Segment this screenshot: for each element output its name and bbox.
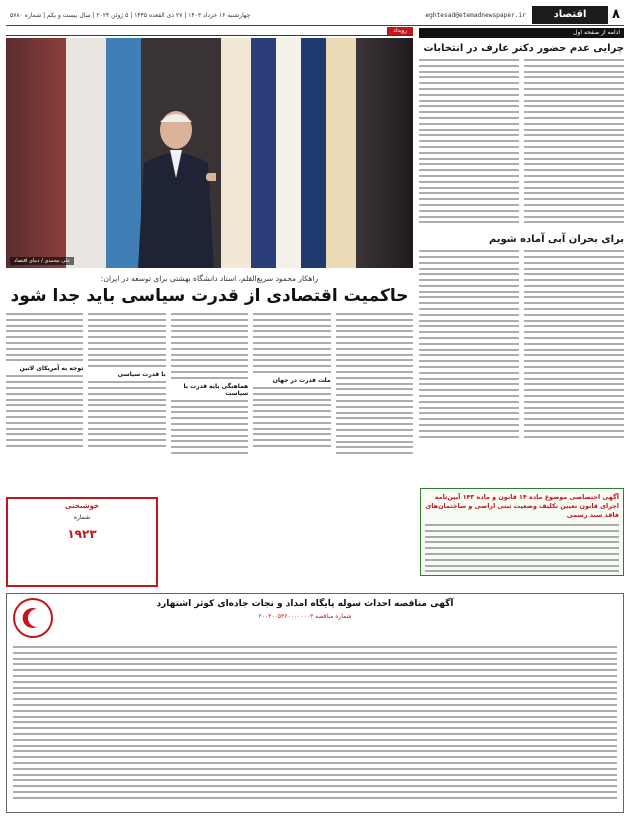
subhead: با قدرت سیاسی [117, 371, 166, 379]
headline: حاکمیت اقتصادی از قدرت سیاسی باید جدا شود [10, 286, 409, 306]
story-body [6, 313, 413, 458]
tender-title: آگهی مناقصه احداث سوله پایگاه امداد و نجات جاده‌ای کوثر اشتهارد [156, 599, 454, 609]
page-number: ۸ [612, 7, 620, 22]
article-body-aref [419, 59, 624, 227]
ad-red-line: خوشبختی [64, 502, 100, 510]
tender-notice [6, 593, 624, 813]
event-tag-bar [6, 28, 413, 36]
header-divider [6, 25, 624, 26]
red-crescent-logo-icon [13, 598, 53, 638]
text-block [524, 59, 624, 227]
right-column [419, 28, 624, 441]
speaker-figure [136, 108, 216, 268]
article-title-water: برای بحران آبی آماده شویم [488, 234, 624, 246]
text-column [6, 313, 83, 458]
article-body-water [419, 250, 624, 441]
subhead: هماهنگی پایه قدرت با سیاست [183, 382, 249, 397]
page-header [6, 6, 624, 24]
text-block [419, 250, 519, 441]
story-photo [6, 38, 413, 268]
subhead: توجه به آمریکای لاتین [19, 365, 84, 373]
text-column [253, 313, 330, 458]
ad-box-red [6, 497, 158, 587]
text-column [171, 313, 248, 458]
text-block [524, 250, 624, 441]
text-block [419, 59, 519, 227]
ad-red-line: شماره [73, 514, 91, 521]
headline-kicker: راهکار محمود سریع‌القلم، استاد دانشگاه بهشتی برای توسعه در ایران: [100, 274, 319, 283]
ad-red-number: ۱۹۲۳ [67, 527, 97, 541]
photo-caption: علی محمدی / دنیای اقتصاد [10, 257, 74, 265]
tender-number: شماره مناقصه ۲۰۰۳۰۰۵۳۶۰۰۰۰۰۰۰۳ [258, 613, 352, 620]
header-date: چهارشنبه ۱۶ خرداد ۱۴۰۳ | ۲۷ ذی القعده ۱۴۴۵ | ۵ ژوئن ۲۰۲۴ | سال بیست و یکم | شماره ۵۷۸۰ [10, 11, 251, 19]
text-column [336, 313, 413, 458]
subhead: ملت قدرت در جهان [272, 376, 331, 384]
notice-body [425, 524, 619, 572]
article-title-aref: چرایی عدم حضور دکتر عارف در انتخابات [423, 43, 624, 54]
section-label: اقتصاد [532, 6, 608, 24]
event-tag: رویداد [387, 27, 413, 35]
continued-kicker: ادامه از صفحه اول [419, 28, 624, 38]
notice-title: آگهی اختصاصی موضوع ماده ۱۴ قانون و ماده ۱۴۳ آیین‌نامه اجرای قانون تعیین تکلیف وضعیت ثبتی اراضی و ساختمان‌های فاقد سند رسمی [425, 493, 619, 519]
main-story [6, 28, 413, 458]
tender-body [13, 646, 617, 799]
header-email: eghtesad@etemadnewspaper.ir [425, 11, 526, 19]
ad-notice-green [420, 488, 624, 576]
text-column [88, 313, 165, 458]
